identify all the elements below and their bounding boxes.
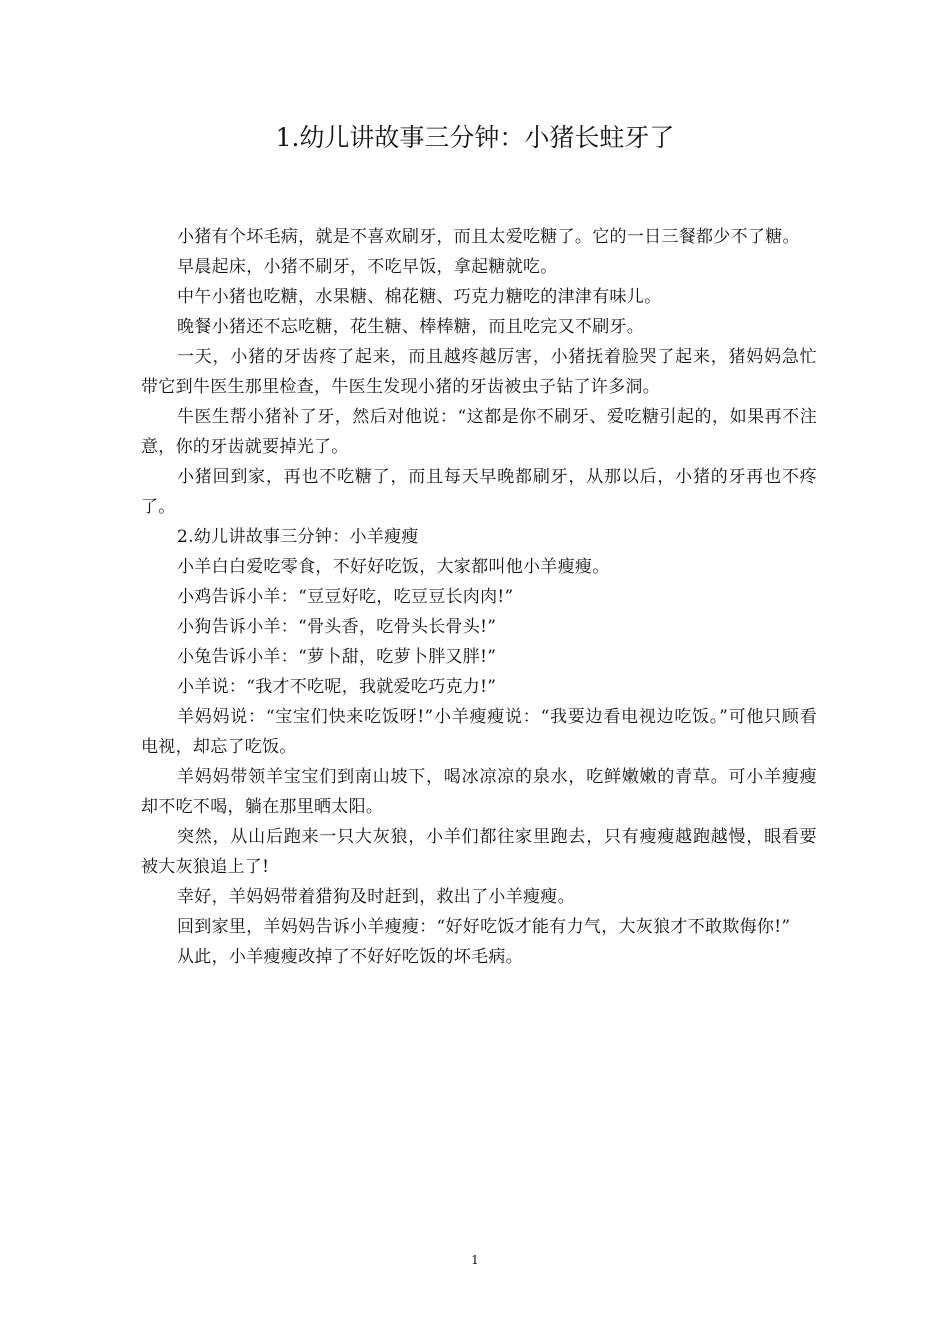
paragraph: 小羊白白爱吃零食，不好好吃饭，大家都叫他小羊瘦瘦。 [177,557,610,577]
paragraph: 牛医生帮小猪补了牙，然后对他说：“这都是你不刷牙、爱吃糖引起的，如果再不注意，你的牙齿就要掉光了。 [141,407,817,457]
paragraph: 突然，从山后跑来一只大灰狼，小羊们都往家里跑去，只有瘦瘦越跑越慢，眼看要被大灰狼追上了! [141,827,817,877]
paragraph: 小兔告诉小羊：“萝卜甜，吃萝卜胖又胖!” [177,647,497,667]
paragraph: 小鸡告诉小羊：“豆豆好吃，吃豆豆长肉肉!” [177,587,514,607]
paragraph: 一天，小猪的牙齿疼了起来，而且越疼越厉害，小猪抚着脸哭了起来，猪妈妈急忙带它到牛医生那里检查，牛医生发现小猪的牙齿被虫子钻了许多洞。 [141,347,817,397]
paragraph: 小猪有个坏毛病，就是不喜欢刷牙，而且太爱吃糖了。它的一日三餐都少不了糖。 [177,227,800,247]
paragraph: 回到家里，羊妈妈告诉小羊瘦瘦：“好好吃饭才能有力气，大灰狼才不敢欺侮你!” [177,917,791,937]
paragraph: 小狗告诉小羊：“骨头香，吃骨头长骨头!” [177,617,497,637]
document-title: 1.幼儿讲故事三分钟：小猪长蛀牙了 [275,123,675,152]
paragraph: 从此，小羊瘦瘦改掉了不好好吃饭的坏毛病。 [177,947,523,967]
document-body [141,222,817,972]
paragraph: 幸好，羊妈妈带着猎狗及时赶到，救出了小羊瘦瘦。 [177,887,575,907]
paragraph: 中午小猪也吃糖，水果糖、棉花糖、巧克力糖吃的津津有味儿。 [177,287,662,307]
paragraph: 小猪回到家，再也不吃糖了，而且每天早晚都刷牙，从那以后，小猪的牙再也不疼了。 [141,467,817,517]
paragraph: 早晨起床，小猪不刷牙，不吃早饭，拿起糖就吃。 [177,257,558,277]
page-number: 1 [471,1253,479,1267]
paragraph: 羊妈妈说：“宝宝们快来吃饭呀!”小羊瘦瘦说：“我要边看电视边吃饭。”可他只顾看电视，却忘了吃饭。 [141,707,817,757]
section-heading: 2.幼儿讲故事三分钟：小羊瘦瘦 [177,527,419,547]
paragraph: 羊妈妈带领羊宝宝们到南山坡下，喝冰凉凉的泉水，吃鲜嫩嫩的青草。可小羊瘦瘦却不吃不喝，躺在那里晒太阳。 [141,767,817,817]
paragraph: 小羊说：“我才不吃呢，我就爱吃巧克力!” [177,677,497,697]
paragraph: 晚餐小猪还不忘吃糖，花生糖、棒棒糖，而且吃完又不刷牙。 [177,317,645,337]
